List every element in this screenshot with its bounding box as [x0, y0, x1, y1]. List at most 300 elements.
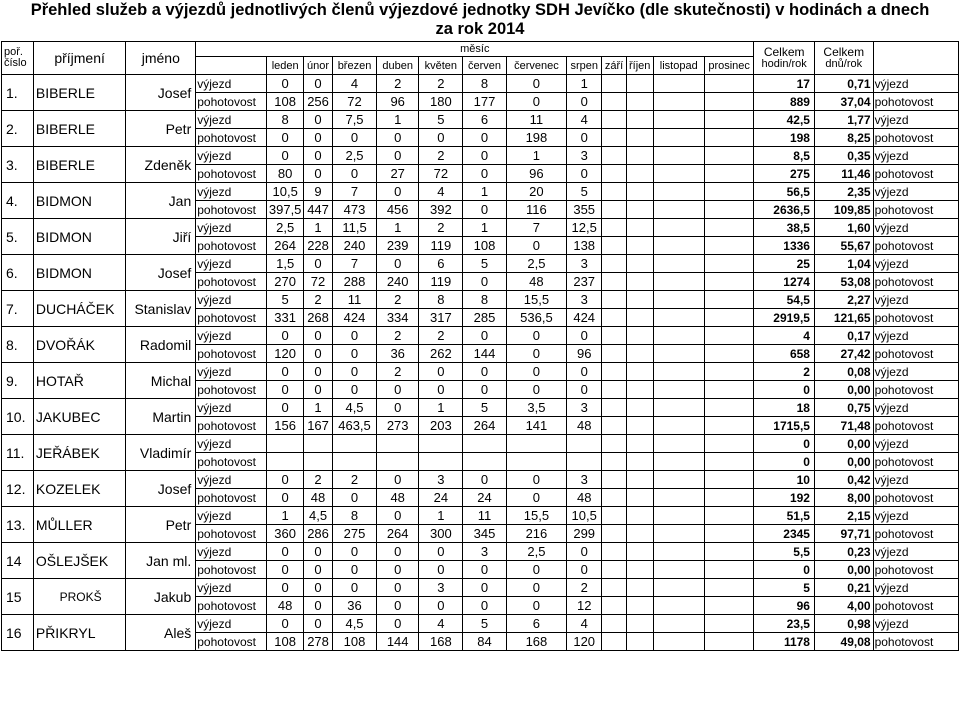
- month-value: [626, 183, 653, 201]
- month-value: 0: [506, 579, 567, 597]
- month-value: [602, 561, 627, 579]
- month-value: 5: [463, 255, 506, 273]
- month-value: 24: [419, 489, 463, 507]
- row-type-label: pohotovost: [196, 237, 267, 255]
- month-value: 2: [377, 363, 419, 381]
- month-value: 168: [419, 633, 463, 651]
- month-value: [626, 399, 653, 417]
- month-value: 5: [463, 615, 506, 633]
- month-value: [704, 633, 753, 651]
- month-value: [704, 453, 753, 471]
- total-days: 11,46: [814, 165, 873, 183]
- month-value: 0: [332, 543, 376, 561]
- month-value: [602, 363, 627, 381]
- month-value: 2,5: [506, 255, 567, 273]
- month-value: 72: [419, 165, 463, 183]
- month-value: [626, 219, 653, 237]
- month-value: 119: [419, 237, 463, 255]
- month-value: 10,5: [267, 183, 304, 201]
- month-value: 0: [332, 579, 376, 597]
- member-surname: MŮLLER: [33, 507, 126, 543]
- month-value: 10,5: [567, 507, 602, 525]
- month-value: 0: [567, 327, 602, 345]
- month-value: [267, 453, 304, 471]
- month-value: 0: [506, 327, 567, 345]
- month-value: 15,5: [506, 291, 567, 309]
- month-value: 0: [377, 255, 419, 273]
- month-value: [626, 381, 653, 399]
- total-days: 0,00: [814, 561, 873, 579]
- month-value: [602, 597, 627, 615]
- row-type-label: pohotovost: [196, 309, 267, 327]
- month-value: 108: [332, 633, 376, 651]
- month-value: 456: [377, 201, 419, 219]
- month-value: [704, 363, 753, 381]
- table-row: [2, 147, 959, 165]
- month-value: 3: [463, 543, 506, 561]
- total-hours: 658: [754, 345, 815, 363]
- month-value: [626, 507, 653, 525]
- member-surname: DUCHÁČEK: [33, 291, 126, 327]
- month-value: 264: [377, 525, 419, 543]
- member-first-name: Josef: [126, 255, 196, 291]
- month-value: 0: [267, 399, 304, 417]
- month-value: 11: [463, 507, 506, 525]
- member-first-name: Zdeněk: [126, 147, 196, 183]
- month-value: 286: [304, 525, 333, 543]
- member-number: 16: [2, 615, 34, 651]
- total-hours: 5: [754, 579, 815, 597]
- month-value: 119: [419, 273, 463, 291]
- month-value: 424: [567, 309, 602, 327]
- month-value: [602, 183, 627, 201]
- month-value: [653, 453, 704, 471]
- month-value: 7: [332, 255, 376, 273]
- month-value: 0: [377, 543, 419, 561]
- month-value: 1: [419, 507, 463, 525]
- month-value: [626, 597, 653, 615]
- month-value: 144: [463, 345, 506, 363]
- month-value: [704, 435, 753, 453]
- month-value: [704, 93, 753, 111]
- total-days: 0,35: [814, 147, 873, 165]
- month-value: 11: [506, 111, 567, 129]
- month-value: [704, 327, 753, 345]
- total-days: 49,08: [814, 633, 873, 651]
- row-type-label-right: výjezd: [873, 255, 958, 273]
- month-value: 2: [304, 471, 333, 489]
- month-value: [704, 561, 753, 579]
- month-value: 84: [463, 633, 506, 651]
- month-value: [653, 489, 704, 507]
- member-first-name: Stanislav: [126, 291, 196, 327]
- month-value: [704, 237, 753, 255]
- header-order-number: [2, 42, 34, 75]
- total-days: 4,00: [814, 597, 873, 615]
- month-value: 0: [267, 363, 304, 381]
- month-value: [653, 615, 704, 633]
- total-days: 0,17: [814, 327, 873, 345]
- month-value: 256: [304, 93, 333, 111]
- member-first-name: Jakub: [126, 579, 196, 615]
- month-value: 0: [377, 183, 419, 201]
- total-days: 1,77: [814, 111, 873, 129]
- month-header-5: květen: [419, 57, 463, 75]
- month-value: 12: [567, 597, 602, 615]
- month-value: 0: [377, 507, 419, 525]
- row-type-label-right: výjezd: [873, 543, 958, 561]
- month-value: 273: [377, 417, 419, 435]
- month-value: 5: [267, 291, 304, 309]
- month-value: [653, 525, 704, 543]
- total-days: 37,04: [814, 93, 873, 111]
- month-value: 4,5: [332, 399, 376, 417]
- month-value: 0: [567, 93, 602, 111]
- month-value: 1: [419, 399, 463, 417]
- row-type-label-right: pohotovost: [873, 381, 958, 399]
- month-value: 36: [332, 597, 376, 615]
- header-surname: příjmení: [33, 42, 126, 75]
- table-row: [2, 219, 959, 237]
- month-value: 3: [567, 255, 602, 273]
- table-row: [2, 399, 959, 417]
- month-value: 48: [567, 417, 602, 435]
- month-value: 0: [304, 165, 333, 183]
- row-type-label-right: pohotovost: [873, 561, 958, 579]
- table-row: [2, 363, 959, 381]
- total-days: 0,98: [814, 615, 873, 633]
- month-value: 0: [332, 165, 376, 183]
- month-value: [602, 489, 627, 507]
- month-value: [602, 129, 627, 147]
- month-value: 0: [377, 615, 419, 633]
- month-value: 0: [267, 615, 304, 633]
- total-hours: 10: [754, 471, 815, 489]
- month-value: [602, 93, 627, 111]
- row-type-label: výjezd: [196, 543, 267, 561]
- member-first-name: Petr: [126, 507, 196, 543]
- month-value: [332, 453, 376, 471]
- header-month: měsíc: [196, 42, 754, 57]
- month-value: 0: [506, 489, 567, 507]
- month-value: [602, 471, 627, 489]
- month-value: 2: [304, 291, 333, 309]
- month-value: 0: [463, 327, 506, 345]
- month-value: 0: [567, 561, 602, 579]
- month-value: 228: [304, 237, 333, 255]
- month-value: [653, 561, 704, 579]
- row-type-label: pohotovost: [196, 165, 267, 183]
- month-value: [332, 435, 376, 453]
- row-type-label: výjezd: [196, 75, 267, 93]
- month-header-2: únor: [304, 57, 333, 75]
- total-hours: 1274: [754, 273, 815, 291]
- month-value: 4: [567, 111, 602, 129]
- month-value: 0: [463, 597, 506, 615]
- member-surname: BIDMON: [33, 255, 126, 291]
- row-type-label: výjezd: [196, 147, 267, 165]
- month-value: 0: [267, 579, 304, 597]
- month-value: 345: [463, 525, 506, 543]
- month-value: [602, 219, 627, 237]
- month-value: 11: [332, 291, 376, 309]
- month-value: 0: [332, 345, 376, 363]
- month-value: [419, 435, 463, 453]
- month-value: 0: [463, 147, 506, 165]
- month-value: [602, 345, 627, 363]
- header-total-days: [814, 42, 873, 75]
- month-value: 0: [567, 165, 602, 183]
- month-value: 0: [332, 363, 376, 381]
- month-value: [626, 147, 653, 165]
- month-value: 0: [463, 579, 506, 597]
- month-value: 1: [377, 111, 419, 129]
- total-days: 0,21: [814, 579, 873, 597]
- member-surname: PROKŠ: [33, 579, 126, 615]
- month-value: [463, 435, 506, 453]
- total-days: 8,25: [814, 129, 873, 147]
- month-value: 2: [567, 579, 602, 597]
- report-table: [1, 41, 959, 651]
- month-value: 144: [377, 633, 419, 651]
- month-value: [704, 183, 753, 201]
- total-hours: 42,5: [754, 111, 815, 129]
- total-hours: 1715,5: [754, 417, 815, 435]
- total-hours: 56,5: [754, 183, 815, 201]
- table-row: [2, 471, 959, 489]
- month-value: 48: [506, 273, 567, 291]
- row-type-label: pohotovost: [196, 525, 267, 543]
- row-type-label-right: pohotovost: [873, 597, 958, 615]
- member-surname: OŠLEJŠEK: [33, 543, 126, 579]
- month-value: 0: [267, 147, 304, 165]
- month-value: [626, 633, 653, 651]
- month-value: 0: [567, 129, 602, 147]
- month-value: 0: [506, 237, 567, 255]
- month-value: [377, 435, 419, 453]
- total-hours: 23,5: [754, 615, 815, 633]
- month-value: 0: [419, 129, 463, 147]
- month-value: 0: [304, 75, 333, 93]
- row-type-label: pohotovost: [196, 345, 267, 363]
- month-value: 8: [463, 291, 506, 309]
- header-order-number-line1: poř.: [4, 46, 23, 58]
- month-value: [602, 381, 627, 399]
- header-total-hours-line2: hodin/rok: [761, 57, 807, 70]
- month-value: 177: [463, 93, 506, 111]
- month-value: 7,5: [332, 111, 376, 129]
- month-value: 8: [419, 291, 463, 309]
- month-value: [626, 471, 653, 489]
- month-value: 1: [304, 399, 333, 417]
- month-value: [704, 129, 753, 147]
- table-row: [2, 579, 959, 597]
- member-first-name: Michal: [126, 363, 196, 399]
- total-days: 2,35: [814, 183, 873, 201]
- row-type-label-right: výjezd: [873, 615, 958, 633]
- member-number: 3.: [2, 147, 34, 183]
- member-surname: JEŘÁBEK: [33, 435, 126, 471]
- month-value: 275: [332, 525, 376, 543]
- row-type-label-right: pohotovost: [873, 345, 958, 363]
- month-value: [626, 75, 653, 93]
- row-type-label-right: pohotovost: [873, 633, 958, 651]
- total-hours: 54,5: [754, 291, 815, 309]
- month-value: [653, 597, 704, 615]
- month-value: 1: [304, 219, 333, 237]
- total-days: 53,08: [814, 273, 873, 291]
- month-value: 0: [419, 561, 463, 579]
- month-value: 120: [267, 345, 304, 363]
- month-value: [626, 201, 653, 219]
- table-row: [2, 255, 959, 273]
- month-value: [704, 471, 753, 489]
- total-hours: 96: [754, 597, 815, 615]
- total-hours: 18: [754, 399, 815, 417]
- month-value: 2: [377, 75, 419, 93]
- month-value: 0: [304, 561, 333, 579]
- header-total-days-line2: dnů/rok: [825, 57, 863, 70]
- month-value: [626, 489, 653, 507]
- member-number: 8.: [2, 327, 34, 363]
- table-row: [2, 327, 959, 345]
- total-hours: 889: [754, 93, 815, 111]
- month-value: 3: [567, 399, 602, 417]
- month-value: 20: [506, 183, 567, 201]
- month-value: [602, 255, 627, 273]
- month-value: 0: [377, 129, 419, 147]
- month-value: [653, 381, 704, 399]
- month-value: [626, 129, 653, 147]
- member-number: 7.: [2, 291, 34, 327]
- month-value: [704, 111, 753, 129]
- header-blank: [873, 42, 958, 75]
- month-value: [653, 111, 704, 129]
- month-value: 473: [332, 201, 376, 219]
- total-days: 0,00: [814, 453, 873, 471]
- member-number: 9.: [2, 363, 34, 399]
- month-value: 0: [377, 471, 419, 489]
- total-hours: 25: [754, 255, 815, 273]
- month-value: 48: [567, 489, 602, 507]
- member-number: 10.: [2, 399, 34, 435]
- member-surname: DVOŘÁK: [33, 327, 126, 363]
- month-header-7: červenec: [506, 57, 567, 75]
- month-value: [626, 417, 653, 435]
- month-value: 0: [377, 381, 419, 399]
- row-type-label: pohotovost: [196, 453, 267, 471]
- total-days: 0,23: [814, 543, 873, 561]
- month-value: 12,5: [567, 219, 602, 237]
- total-days: 1,60: [814, 219, 873, 237]
- month-value: 168: [506, 633, 567, 651]
- month-value: 270: [267, 273, 304, 291]
- month-value: 278: [304, 633, 333, 651]
- member-number: 13.: [2, 507, 34, 543]
- month-value: [704, 381, 753, 399]
- month-value: 120: [567, 633, 602, 651]
- month-value: 7: [332, 183, 376, 201]
- month-value: 2,5: [267, 219, 304, 237]
- month-value: [506, 453, 567, 471]
- month-value: 397,5: [267, 201, 304, 219]
- month-value: [626, 615, 653, 633]
- month-value: [704, 579, 753, 597]
- month-value: 0: [304, 255, 333, 273]
- month-value: [626, 579, 653, 597]
- month-value: 355: [567, 201, 602, 219]
- month-value: [626, 255, 653, 273]
- month-value: 1: [506, 147, 567, 165]
- month-value: 2: [332, 471, 376, 489]
- row-type-label-right: výjezd: [873, 183, 958, 201]
- month-value: 48: [377, 489, 419, 507]
- month-value: 0: [567, 381, 602, 399]
- month-value: [653, 309, 704, 327]
- month-value: 24: [463, 489, 506, 507]
- month-value: 4,5: [332, 615, 376, 633]
- month-value: [653, 291, 704, 309]
- month-value: [602, 273, 627, 291]
- month-value: 5: [567, 183, 602, 201]
- row-type-label: výjezd: [196, 255, 267, 273]
- month-value: [567, 435, 602, 453]
- total-days: 0,08: [814, 363, 873, 381]
- month-value: 2: [377, 327, 419, 345]
- month-value: 0: [332, 561, 376, 579]
- month-value: 1: [377, 219, 419, 237]
- month-value: [653, 129, 704, 147]
- total-days: 0,00: [814, 435, 873, 453]
- month-value: 4,5: [304, 507, 333, 525]
- table-row: [2, 543, 959, 561]
- row-type-label-right: pohotovost: [873, 165, 958, 183]
- total-days: 8,00: [814, 489, 873, 507]
- month-value: 240: [332, 237, 376, 255]
- total-hours: 198: [754, 129, 815, 147]
- total-hours: 0: [754, 435, 815, 453]
- row-type-label: pohotovost: [196, 597, 267, 615]
- month-value: 0: [304, 147, 333, 165]
- month-value: [602, 543, 627, 561]
- total-days: 55,67: [814, 237, 873, 255]
- month-value: 360: [267, 525, 304, 543]
- month-value: 0: [463, 471, 506, 489]
- month-value: 1: [267, 507, 304, 525]
- month-value: 180: [419, 93, 463, 111]
- header-first-name: jméno: [126, 42, 196, 75]
- month-value: [602, 525, 627, 543]
- month-value: [463, 453, 506, 471]
- row-type-label: pohotovost: [196, 273, 267, 291]
- month-value: 237: [567, 273, 602, 291]
- month-value: 0: [506, 363, 567, 381]
- total-days: 27,42: [814, 345, 873, 363]
- header-order-number-line2: číslo: [4, 57, 27, 69]
- month-value: [704, 201, 753, 219]
- member-first-name: Martin: [126, 399, 196, 435]
- month-value: 424: [332, 309, 376, 327]
- total-days: 1,04: [814, 255, 873, 273]
- month-value: 0: [377, 579, 419, 597]
- month-value: 300: [419, 525, 463, 543]
- row-type-label-right: výjezd: [873, 219, 958, 237]
- month-value: [602, 309, 627, 327]
- member-surname: BIDMON: [33, 219, 126, 255]
- month-value: 264: [267, 237, 304, 255]
- total-days: 71,48: [814, 417, 873, 435]
- month-value: 4: [419, 615, 463, 633]
